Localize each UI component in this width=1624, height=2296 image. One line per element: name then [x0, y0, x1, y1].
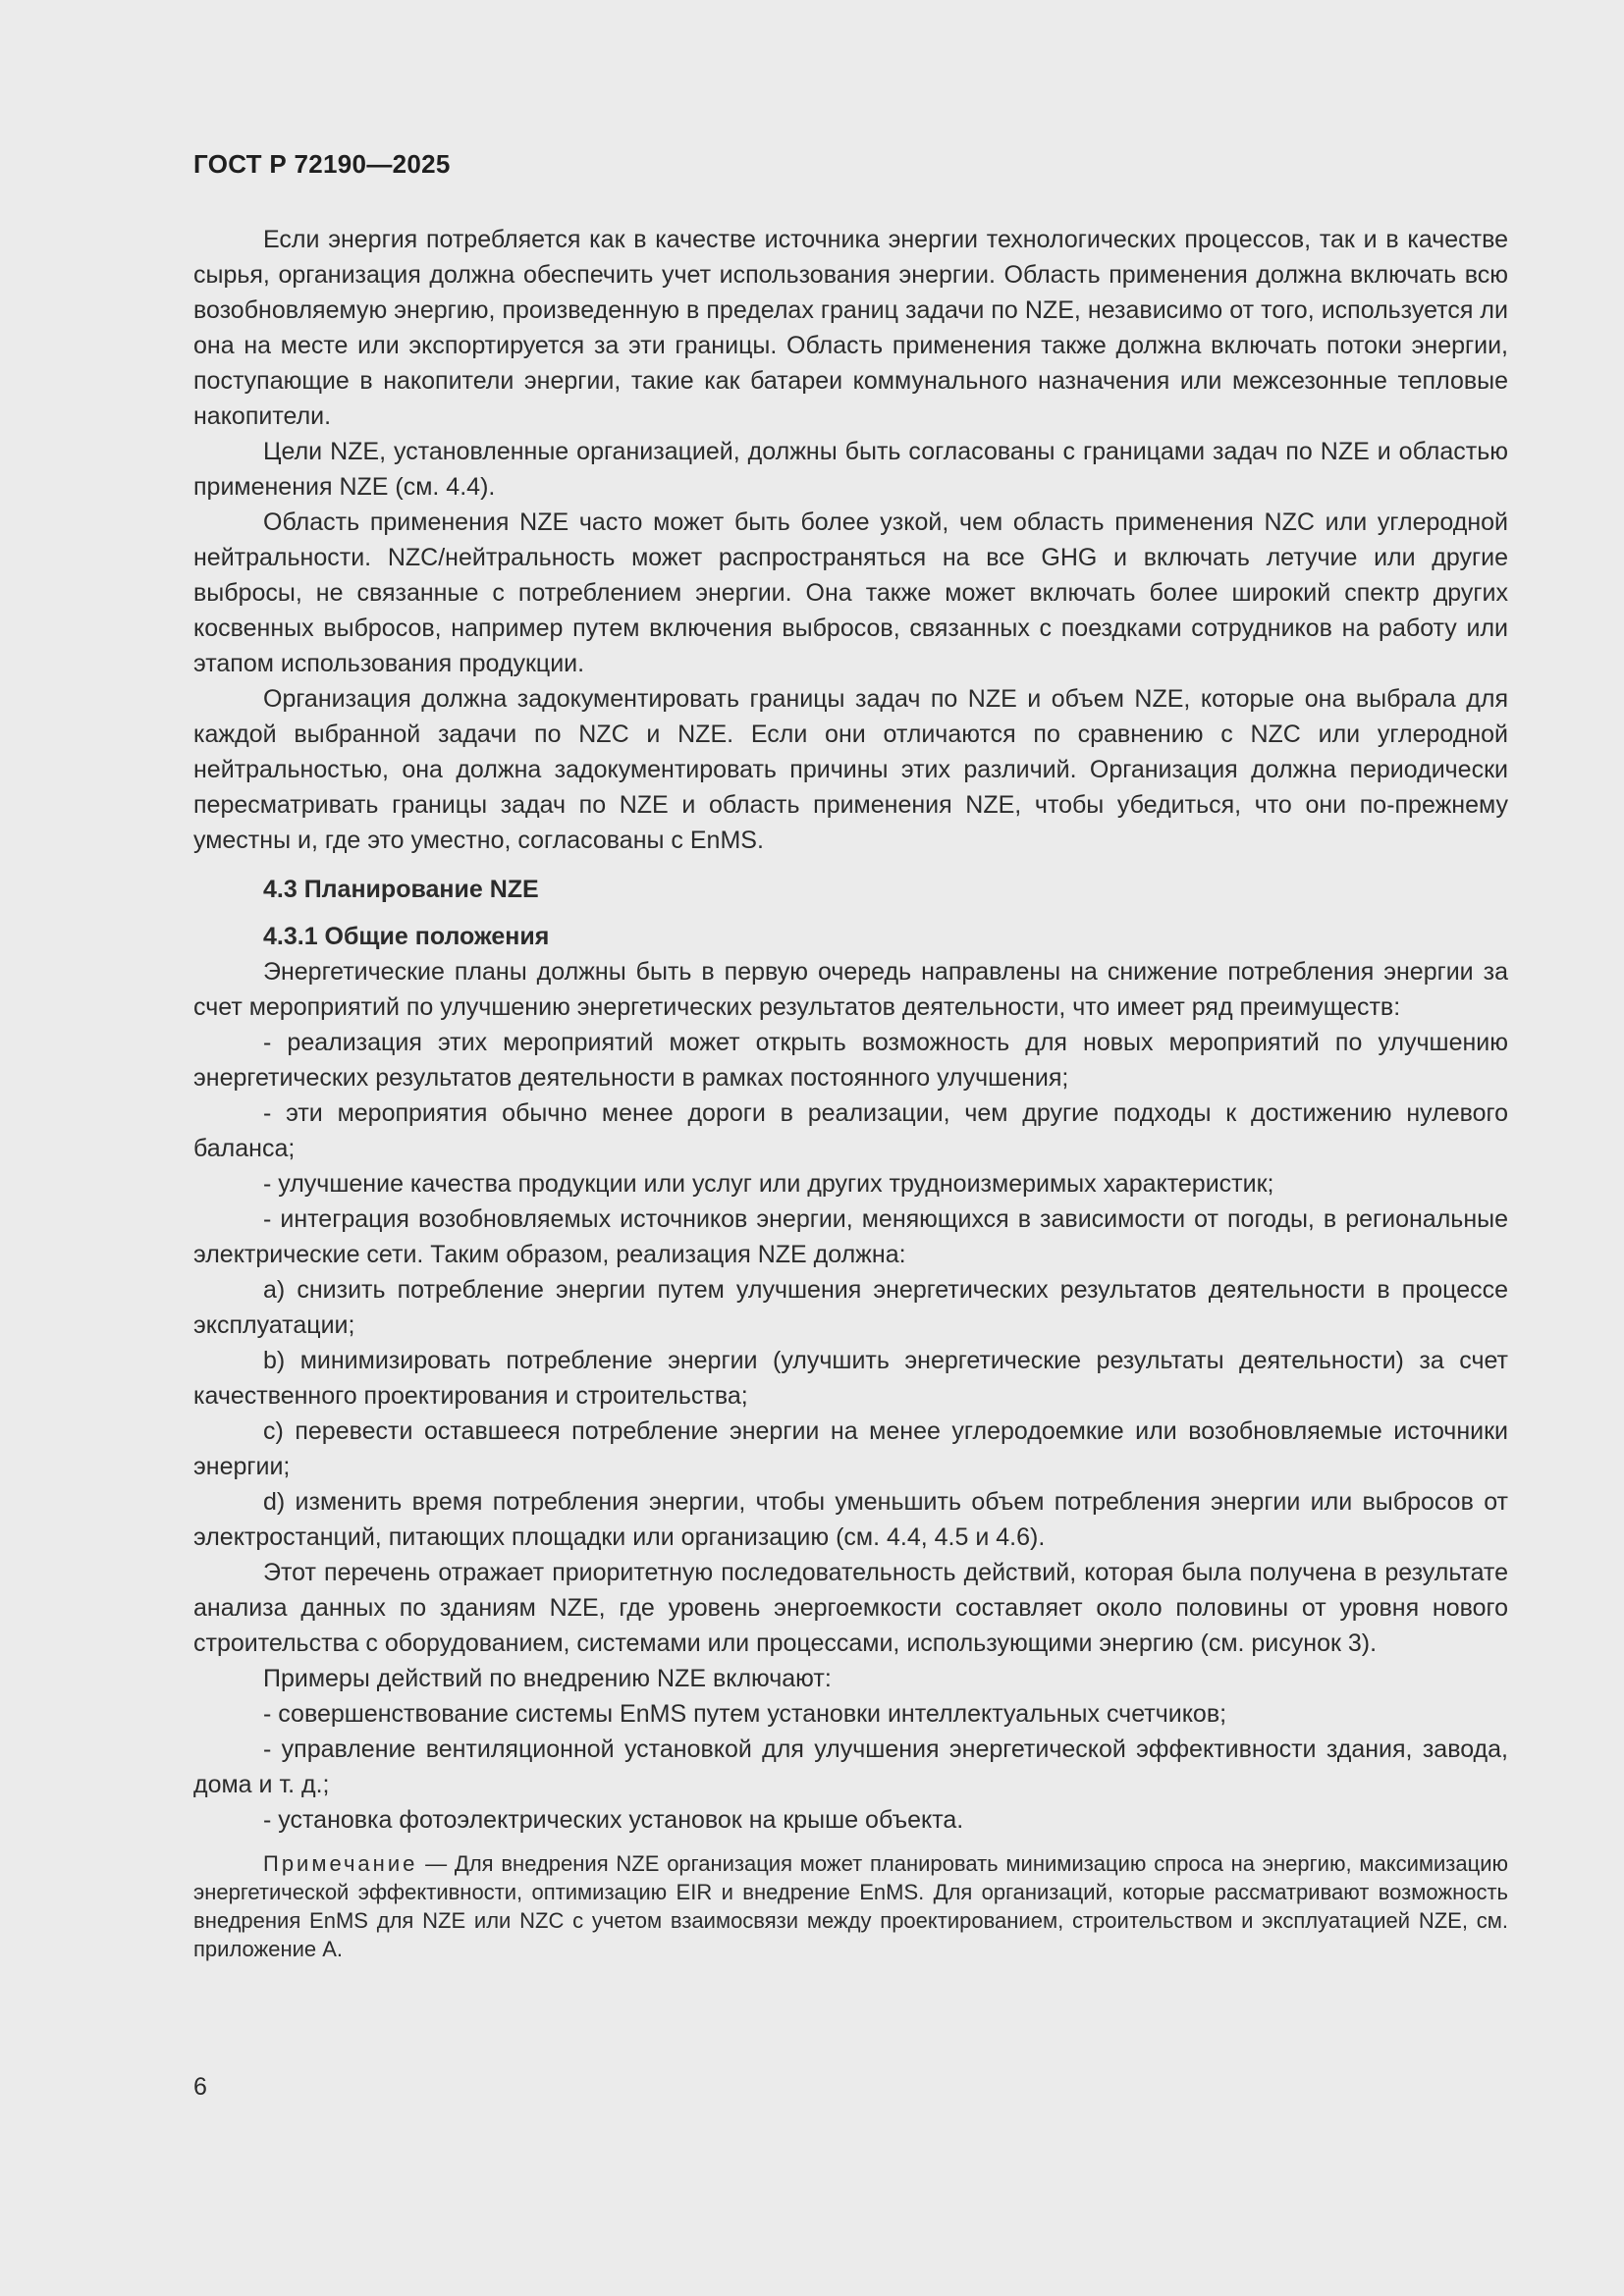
list-item: - совершенствование системы EnMS путем установки интеллектуальных счетчиков;	[263, 1700, 1227, 1728]
paragraph-3: Область применения NZE часто может быть более узкой, чем область применения NZC или углеродной нейтральности. NZC/нейтральность может распространяться на все GHG и включать летучие или другие выбросы, не связанные с потреблением энергии. Она также может включать более широкий спектр других косвенных выбросов, например путем включения выбросов, связанных с поездками сотрудников на работу или этапом использования продукции.	[193, 508, 1508, 677]
list-item: - управление вентиляционной установкой для улучшения энергетической эффективности здания, завода, дома и т. д.;	[193, 1735, 1508, 1798]
paragraph-examples: Примеры действий по внедрению NZE включают:	[263, 1665, 832, 1692]
paragraph-4: Организация должна задокументировать границы задач по NZE и объем NZE, которые она выбрала для каждой выбранной задачи по NZC и NZE. Если они отличаются по сравнению с NZC или углеродной нейтральностью, она должна задокументировать причины этих различий. Организация должна периодически пересматривать границы задач по NZE и область применения NZE, чтобы убедиться, что они по-прежнему уместны и, где это уместно, согласованы с EnMS.	[193, 685, 1508, 854]
list-item: - интеграция возобновляемых источников энергии, меняющихся в зависимости от погоды, в региональные электрические сети. Таким образом, реализация NZE должна:	[193, 1205, 1508, 1268]
enum-item-d: d) изменить время потребления энергии, чтобы уменьшить объем потребления энергии или выбросов от электростанций, питающих площадки или организацию (см. 4.4, 4.5 и 4.6).	[193, 1488, 1508, 1551]
paragraph-intro: Энергетические планы должны быть в первую очередь направлены на снижение потребления энергии за счет мероприятий по улучшению энергетических результатов деятельности, что имеет ряд преимуществ:	[193, 958, 1508, 1021]
note-label: Примечание	[263, 1851, 418, 1876]
page-content	[193, 222, 1508, 1963]
note	[193, 1849, 1508, 1963]
list-item: - реализация этих мероприятий может открыть возможность для новых мероприятий по улучшению энергетических результатов деятельности в рамках постоянного улучшения;	[193, 1029, 1508, 1092]
list-item: - эти мероприятия обычно менее дороги в реализации, чем другие подходы к достижению нулевого баланса;	[193, 1099, 1508, 1162]
enum-item-b: b) минимизировать потребление энергии (улучшить энергетические результаты деятельности) за счет качественного проектирования и строительства;	[193, 1347, 1508, 1410]
subsection-heading: 4.3.1 Общие положения	[263, 923, 550, 950]
enum-item-c: c) перевести оставшееся потребление энергии на менее углеродоемкие или возобновляемые источники энергии;	[193, 1417, 1508, 1480]
section-heading: 4.3 Планирование NZE	[263, 876, 539, 903]
list-item: - улучшение качества продукции или услуг или других трудноизмеримых характеристик;	[263, 1170, 1274, 1198]
document-header: ГОСТ Р 72190—2025	[193, 149, 451, 179]
paragraph-2: Цели NZE, установленные организацией, должны быть согласованы с границами задач по NZE и областью применения NZE (см. 4.4).	[193, 438, 1508, 501]
list-item: - установка фотоэлектрических установок на крыше объекта.	[263, 1806, 964, 1834]
paragraph-priority: Этот перечень отражает приоритетную последовательность действий, которая была получена в результате анализа данных по зданиям NZE, где уровень энергоемкости составляет около половины от уровня нового строительства с оборудованием, системами или процессами, использующими энергию (см. рисунок 3).	[193, 1559, 1508, 1657]
page-number: 6	[193, 2073, 207, 2101]
enum-item-a: a) снизить потребление энергии путем улучшения энергетических результатов деятельности в процессе эксплуатации;	[193, 1276, 1508, 1339]
paragraph-1: Если энергия потребляется как в качестве источника энергии технологических процессов, так и в качестве сырья, организация должна обеспечить учет использования энергии. Область применения должна включать всю возобновляемую энергию, произведенную в пределах границ задачи по NZE, независимо от того, используется ли она на месте или экспортируется за эти границы. Область применения также должна включать потоки энергии, поступающие в накопители энергии, такие как батареи коммунального назначения или межсезонные тепловые накопители.	[193, 226, 1508, 430]
note-text: — Для внедрения NZE организация может планировать минимизацию спроса на энергию, максимизацию энергетической эффективности, оптимизацию EIR и внедрение EnMS. Для организаций, которые рассматривают возможность внедрения EnMS для NZE или NZC с учетом взаимосвязи между проектированием, строительством и эксплуатацией NZE, см. приложение А.	[193, 1851, 1508, 1961]
